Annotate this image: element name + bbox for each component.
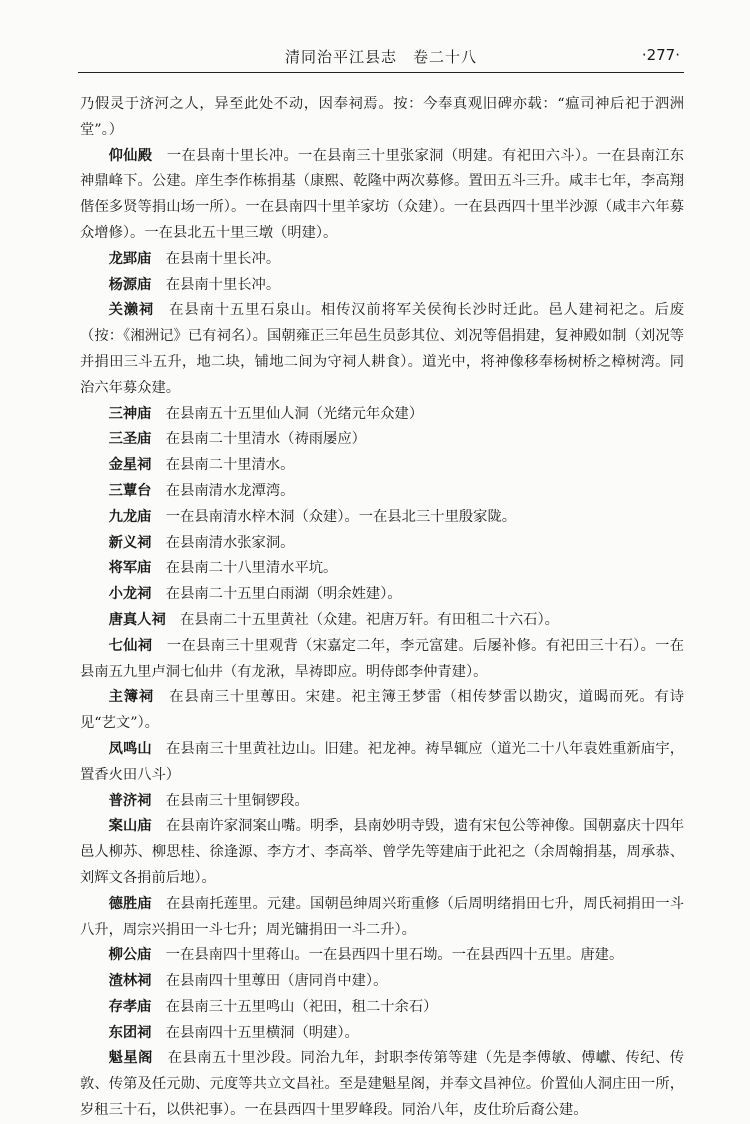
temple-name: 将军庙	[108, 560, 152, 577]
temple-name: 关濑祠	[108, 302, 155, 319]
temple-name: 七仙祠	[108, 637, 153, 654]
temple-name: 三神庙	[108, 405, 152, 422]
entry-text: 在县南四十五里横洞（明建）。	[165, 1024, 359, 1041]
entry-text: 在县南十里长冲。	[165, 250, 281, 267]
temple-entry	[80, 144, 684, 247]
entry-text: 乃假灵于济河之人，异至此处不动，因奉祠焉。按：今奉真观旧碑亦载：“瘟司神后祀于泗洲堂”。）	[80, 96, 684, 138]
temple-name: 主簿祠	[108, 689, 155, 706]
temple-entry	[80, 969, 684, 995]
entry-text: 在县南托莲里。元建。国朝邑绅周兴珩重修（后周明绪捐田七升，周氏祠捐田一斗八升，周宗兴捐田一斗七升；周光镛捐田一斗二升）。	[80, 895, 685, 938]
temple-name: 案山庙	[108, 818, 152, 835]
temple-entry	[80, 427, 684, 453]
entry-text: 在县南许家洞案山嘴。明季，县南妙明寺毁，遗有宋包公等神像。国朝嘉庆十四年邑人柳苏、柳思桂、徐逢源、李方才、李高举、曾学先等建庙于此祀之（余周翰捐基，周承恭、刘辉文各捐前后地）。	[80, 818, 685, 886]
temple-name: 普济祠	[108, 792, 152, 809]
temple-name: 柳公庙	[108, 947, 152, 964]
temple-entry	[80, 789, 684, 815]
temple-entry	[80, 402, 684, 428]
temple-entry	[80, 995, 684, 1021]
entry-text: 一在县南清水梓木洞（众建）。一在县北三十里殷家陇。	[165, 508, 517, 525]
entry-text: 在县南二十八里清水平坑。	[165, 560, 338, 577]
temple-entry	[80, 608, 684, 634]
temple-entry	[80, 531, 684, 557]
temple-entry	[80, 634, 684, 686]
temple-name: 新义祠	[108, 534, 152, 551]
temple-entry	[80, 1046, 684, 1123]
temple-entry	[80, 943, 684, 969]
temple-entry	[80, 1021, 684, 1047]
temple-name: 三圣庙	[108, 431, 152, 448]
page-number: ·277·	[641, 46, 680, 64]
temple-entry	[80, 479, 684, 505]
entry-text: 在县南三十五里鸣山（祀田，租二十余石）	[165, 998, 438, 1015]
temple-name: 龙郢庙	[108, 250, 152, 267]
continued-paragraph	[80, 92, 684, 144]
entry-text: 在县南三十里蓴田。宋建。祀主簿王梦雷（相传梦雷以勘灾，道暍而死。有诗见“艺文”）。	[80, 689, 685, 732]
temple-entry	[80, 737, 684, 789]
temple-entry	[80, 556, 684, 582]
temple-name: 小龙祠	[108, 586, 152, 603]
temple-entry	[80, 298, 684, 401]
entry-text: 在县南二十五里黄社（众建。祀唐万轩。有田租二十六石）。	[180, 611, 559, 628]
temple-name: 仰仙殿	[108, 147, 153, 164]
entry-text: 在县南二十里清水（祷雨屡应）	[165, 431, 366, 448]
running-header	[78, 42, 684, 73]
temple-name: 九龙庙	[108, 508, 152, 525]
entry-text: 在县南十里长冲。	[165, 276, 281, 293]
temple-entry	[80, 247, 684, 273]
entry-text: 在县南十五里石泉山。相传汉前将军关侯徇长沙时迁此。邑人建祠祀之。后废（按：《湘洲记》已有祠名）。国朝雍正三年邑生员彭其位、刘况等倡捐建，复神殿如制（刘况等并捐田三斗五升，地二块，铺地二间为守祠人耕食）。道光中，将神像移奉杨树桥之樟树湾。同治六年募众建。	[80, 302, 685, 396]
temple-entry	[80, 582, 684, 608]
entry-text: 在县南五十里沙段。同治九年，封职李传第等建（先是李傅敏、傅巘、传纪、传敦、传第及任元勋、元度等共立文昌社。至是建魁星阁，并奉文昌神位。价置仙人洞庄田一所，岁租三十石，以供祀事）。一在县西四十里罗峰段。同治八年，皮仕玠后裔公建。	[80, 1050, 685, 1119]
header-title: 清同治平江县志 卷二十八	[284, 48, 477, 66]
temple-name: 凤鸣山	[108, 740, 152, 757]
temple-name: 渣林祠	[108, 973, 152, 990]
temple-name: 金星祠	[108, 457, 152, 474]
temple-name: 存孝庙	[108, 998, 152, 1015]
temple-entry	[80, 453, 684, 479]
entry-text: 在县南清水张家洞。	[165, 534, 295, 551]
entry-text: 在县南清水龙潭湾。	[165, 482, 295, 499]
temple-entry	[80, 814, 684, 891]
entry-text: 在县南二十五里白雨湖（明余姓建）。	[165, 586, 402, 603]
temple-entry	[80, 505, 684, 531]
entry-text: 一在县南三十里观背（宋嘉定二年，李元富建。后屡补修。有祀田三十石）。一在县南五九里卢洞七仙井（有龙湫，旱祷即应。明侍郎李仲青建）。	[80, 637, 685, 680]
entry-text: 在县南二十里清水。	[165, 457, 295, 474]
temple-entry	[80, 273, 684, 299]
temple-entry	[80, 685, 684, 737]
entry-text: 在县南四十里蓴田（唐同肖中建）。	[165, 973, 388, 990]
temple-name: 三蕈台	[108, 482, 152, 499]
temple-entry	[80, 892, 684, 944]
entry-text: 在县南三十里黄社边山。旧建。祀龙神。祷旱辄应（道光二十八年袁姓重新庙宇，置香火田八斗）	[80, 740, 685, 783]
temple-name: 德胜庙	[108, 895, 152, 912]
temple-name: 杨源庙	[108, 276, 152, 293]
text-body	[80, 92, 684, 1124]
entry-text: 在县南三十里铜锣段。	[165, 792, 309, 809]
temple-name: 魁星阁	[108, 1050, 153, 1067]
entry-text: 一在县南四十里蒋山。一在县西四十里石坳。一在县西四十五里。唐建。	[165, 947, 624, 964]
temple-name: 东团祠	[108, 1024, 152, 1041]
entry-text: 一在县南十里长冲。一在县南三十里张家洞（明建。有祀田六斗）。一在县南江东神鼎峰下。公建。庠生李作栋捐基（康熙、乾隆中两次募修。置田五斗三升。咸丰七年，李高翔偕侄多贤等捐山场一所）。一在县南四十里羊家坊（众建）。一在县西四十里半沙源（咸丰六年募众增修）。一在县北五十里三墩（明建）。	[80, 147, 685, 241]
temple-name: 唐真人祠	[108, 611, 166, 628]
entry-text: 在县南五十五里仙人洞（光绪元年众建）	[165, 405, 424, 422]
